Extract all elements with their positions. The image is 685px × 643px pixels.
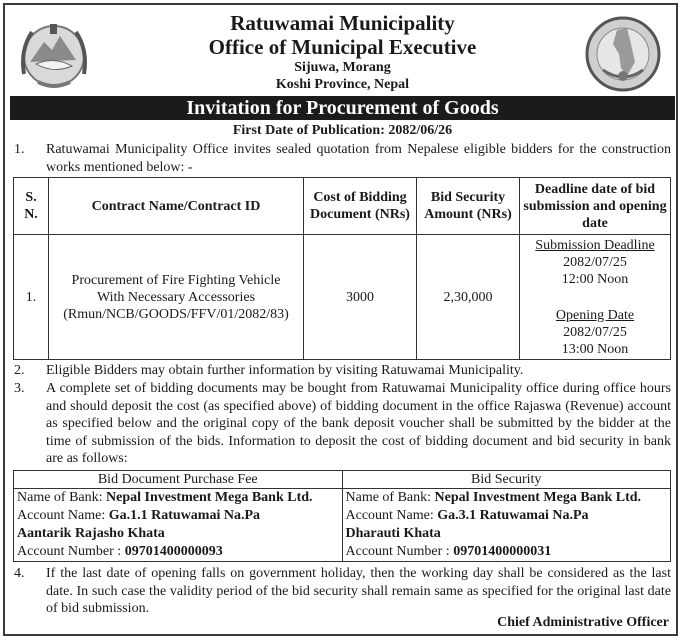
header-cost: Cost of Bidding Document (NRs): [304, 178, 417, 235]
opening-time: 13:00 Noon: [561, 341, 629, 357]
clause-number: 4.: [14, 566, 25, 581]
clause-text: A complete set of bidding documents may be bought from Ratuwamai Municipality office during office hours and should deposit the cost (as specified above) of bidding document in the office Rajaswa (Revenue) account as specified below and the original copy of the bank deposit voucher shall be submitted by the bidder at the time of submission of the bids. Information to deposit the cost of bidding document and bid security in bank are as follows:: [46, 381, 671, 466]
clause-text: If the last date of opening falls on government holiday, then the working day shall be considered as the last date. In such case the validity period of the bid security shall remain same as specified for the original last date of bid submission.: [46, 566, 671, 616]
province: Koshi Province, Nepal: [275, 77, 410, 92]
bid-security-account: [342, 489, 671, 562]
clause-text: Ratuwamai Municipality Office invites sealed quotation from Nepalese eligible bidders for the construction works mentioned below: -: [46, 142, 671, 175]
bank-name-label: Name of Bank:: [17, 490, 107, 505]
account-number: 09701400000031: [453, 544, 552, 559]
account-number-label: Account Number :: [17, 544, 125, 559]
header-bid-security: Bid Security: [342, 471, 671, 489]
header-contract-name: Contract Name/Contract ID: [49, 178, 304, 235]
bank-table-header: [14, 471, 671, 489]
signatory-title: Chief Administrative Officer: [497, 615, 669, 630]
account-name: Ga.3.1 Ratuwamai Na.Pa: [437, 508, 589, 523]
contract-id: (Rmun/NCB/GOODS/FFV/01/2082/83): [63, 306, 289, 322]
account-number-label: Account Number :: [345, 544, 454, 559]
bank-name-label: Name of Bank:: [345, 490, 435, 505]
cell-deadline: [520, 235, 671, 360]
opening-date-label: Opening Date: [555, 307, 635, 323]
header-document-fee: Bid Document Purchase Fee: [14, 471, 343, 489]
account-name: Ga.1.1 Ratuwamai Na.Pa: [108, 508, 261, 523]
contract-table-header: [14, 178, 671, 235]
publication-date: First Date of Publication: 2082/06/26: [232, 123, 453, 138]
account-name-label: Account Name:: [345, 508, 438, 523]
office-name: Office of Municipal Executive: [208, 35, 477, 59]
cell-bid-security: 2,30,000: [417, 235, 520, 360]
bank-name: Nepal Investment Mega Bank Ltd.: [434, 490, 642, 505]
bank-name: Nepal Investment Mega Bank Ltd.: [106, 490, 313, 505]
header-sn: S. N.: [14, 178, 49, 235]
account-number: 09701400000093: [124, 544, 223, 559]
submission-deadline-label: Submission Deadline: [535, 237, 655, 253]
clause-4: [14, 565, 671, 618]
bank-details-row: [14, 489, 671, 562]
cell-contract-name: [49, 235, 304, 360]
clause-number: 2.: [14, 363, 25, 378]
opening-date: 2082/07/25: [563, 324, 627, 340]
header-deadline: Deadline date of bid submission and opening date: [520, 178, 671, 235]
contract-name-line: With Necessary Accessories: [96, 289, 256, 305]
clause-3: [14, 380, 671, 468]
submission-time: 12:00 Noon: [561, 271, 629, 287]
notice-title-banner: Invitation for Procurement of Goods: [10, 96, 675, 120]
municipality-name: Ratuwamai Municipality: [230, 11, 455, 35]
account-name-cont: Dharauti Khata: [345, 526, 441, 541]
location: Sijuwa, Morang: [294, 60, 391, 75]
bank-details-table: [13, 470, 671, 562]
table-row: [14, 235, 671, 360]
submission-date: 2082/07/25: [563, 254, 627, 270]
contract-name-line: Procurement of Fire Fighting Vehicle: [71, 272, 281, 288]
clause-2: [14, 362, 671, 380]
account-name-label: Account Name:: [17, 508, 109, 523]
contract-table: [13, 177, 671, 360]
clause-number: 3.: [14, 381, 25, 396]
document-fee-account: [14, 489, 343, 562]
header-bid-security: Bid Security Amount (NRs): [417, 178, 520, 235]
cell-sn: 1.: [14, 235, 49, 360]
clause-1: [14, 141, 671, 176]
account-name-cont: Aantarik Rajasho Khata: [17, 526, 165, 541]
cell-cost: 3000: [304, 235, 417, 360]
clause-text: Eligible Bidders may obtain further information by visiting Ratuwamai Municipality.: [46, 363, 524, 378]
clause-number: 1.: [14, 142, 25, 157]
